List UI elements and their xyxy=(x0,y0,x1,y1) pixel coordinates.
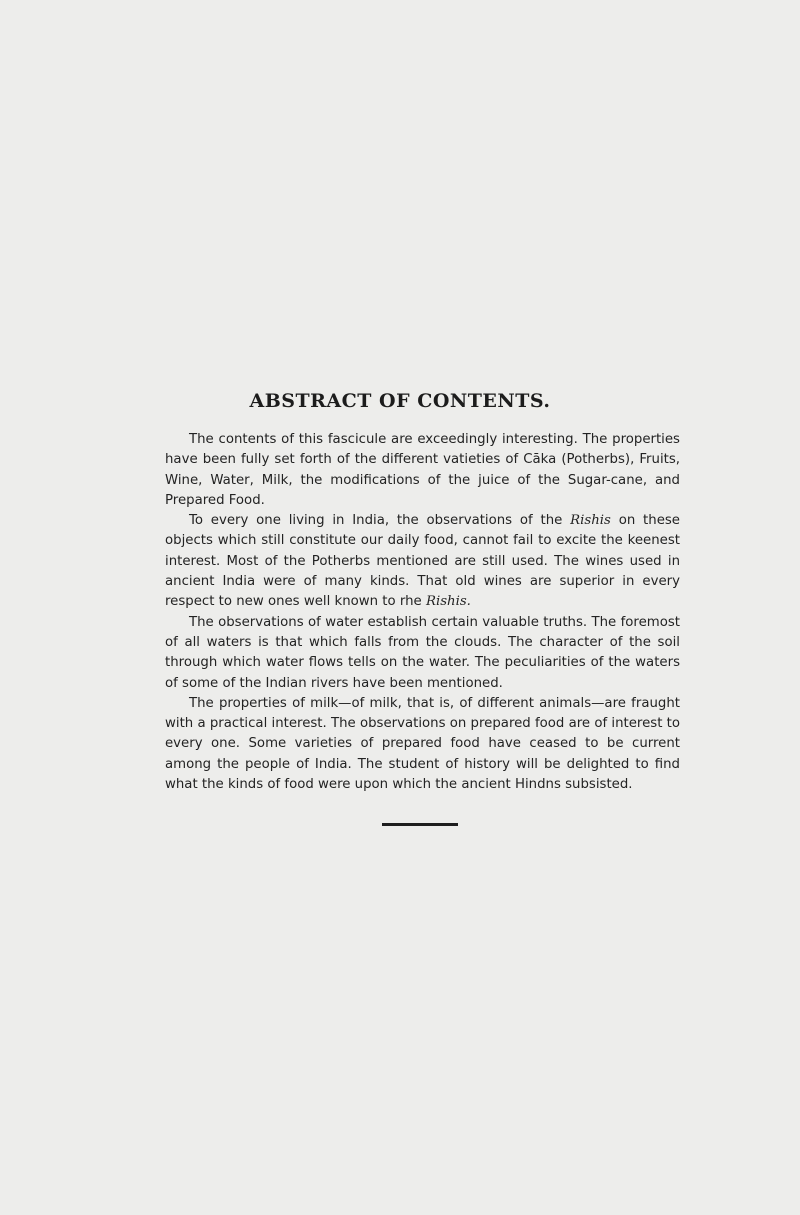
page-heading: ABSTRACT OF CONTENTS. xyxy=(249,390,551,412)
italic-term: Rishis. xyxy=(425,594,471,610)
end-divider xyxy=(382,823,458,826)
paragraph-4 xyxy=(165,694,680,795)
paragraph-2 xyxy=(165,511,680,612)
paragraph-text: The observations of water establish certain valuable truths. The foremost of all waters is that which falls from the clouds. The character of the soil through which water flows tells on the water. The peculiarities of the waters of some of the Indian rivers have been mentioned. xyxy=(165,614,680,691)
italic-term: Rishis xyxy=(570,513,611,529)
paragraph-text: The contents of this fascicule are exceedingly interesting. The properties have been fully set forth of the different vatieties of Cāka (Potherbs), Fruits, Wine, Water, Milk, the modifications of the juice of the Sugar-cane, and Prepared Food. xyxy=(165,432,680,508)
abstract-body xyxy=(165,430,680,795)
paragraph-3 xyxy=(165,613,680,694)
paragraph-text: To every one living in India, the observations of the xyxy=(189,513,571,529)
paragraph-1 xyxy=(165,430,680,511)
paragraph-text: on these objects which still constitute our daily food, cannot fail to excite the keenest interest. Most of the Potherbs mentioned are still used. The wines used in ancient India were of many kinds. That old wines are superior in every respect to new ones well known to rhe xyxy=(165,513,680,610)
paragraph-text: The properties of milk—of milk, that is, of different animals—are fraught with a practical interest. The observations on prepared food are of interest to every one. Some varieties of prepared food have ceased to be current among the people of India. The student of history will be delighted to find what the kinds of food were upon which the ancient Hindns subsisted. xyxy=(165,695,680,793)
